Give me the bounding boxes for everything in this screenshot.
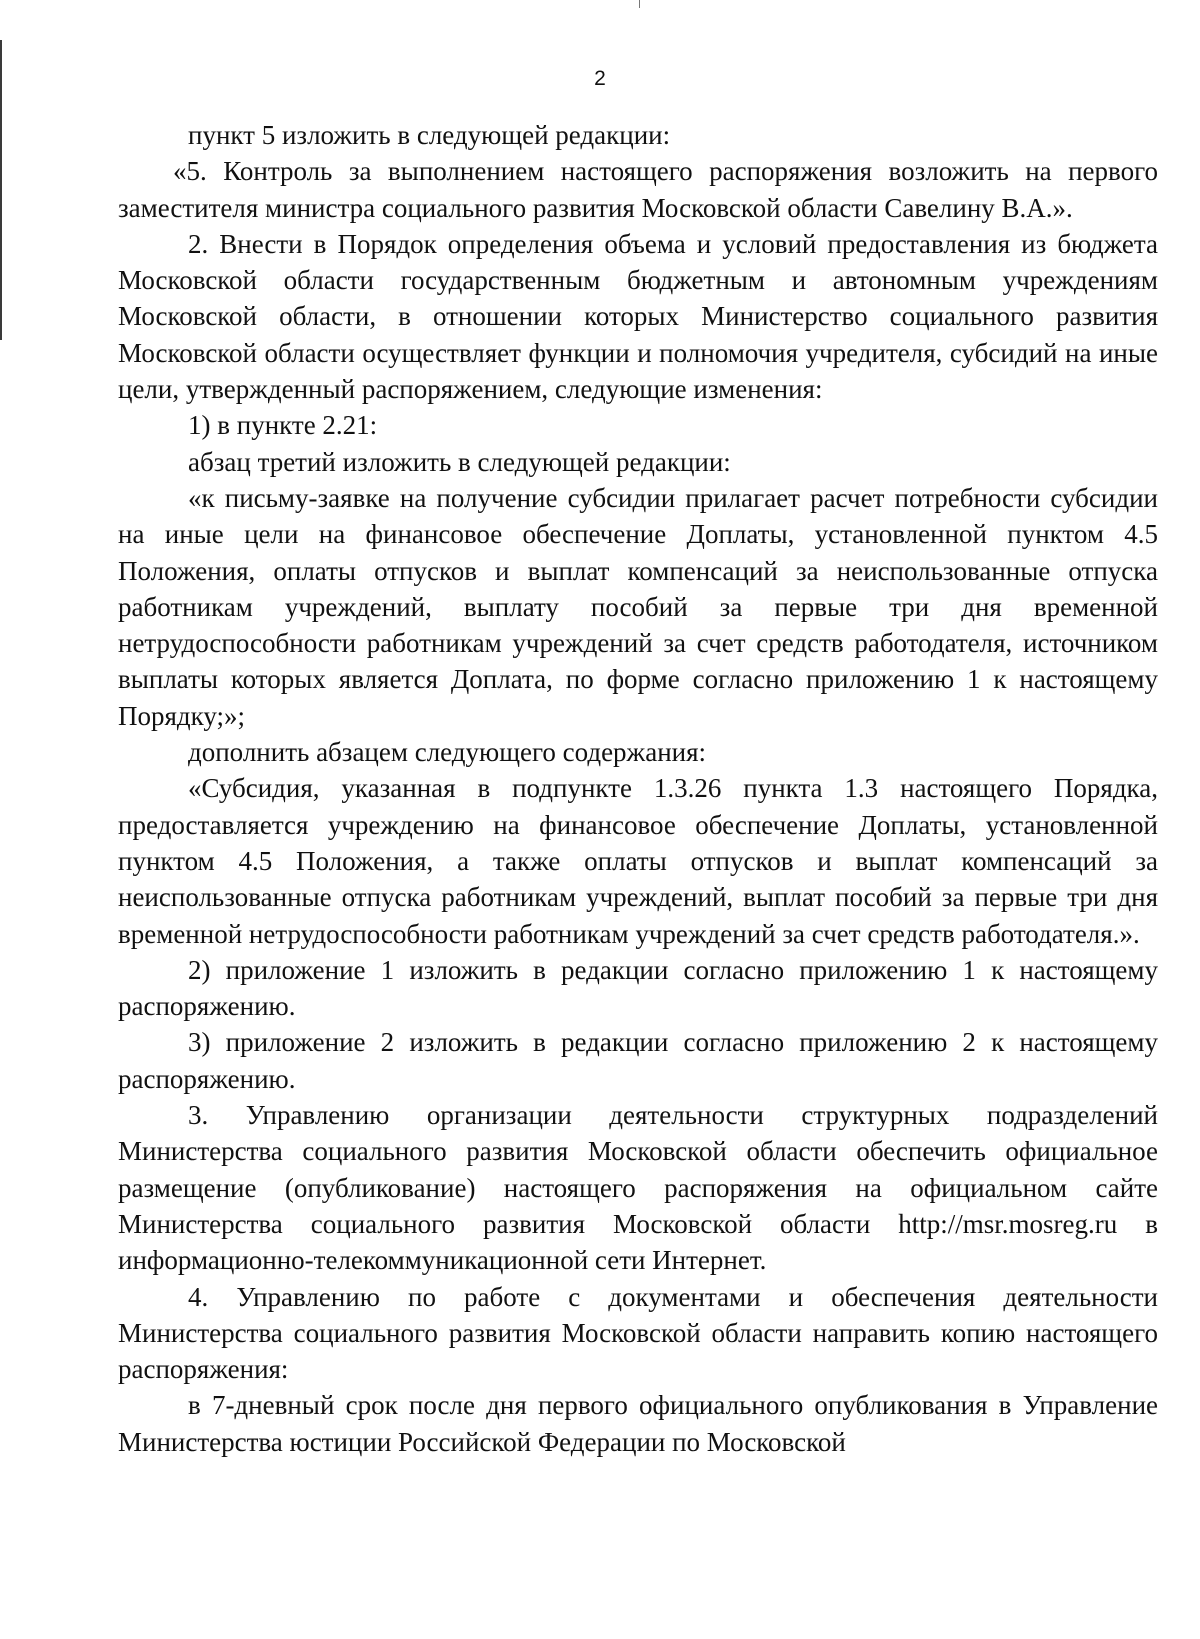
paragraph-supplement-intro: дополнить абзацем следующего содержания:	[188, 737, 707, 768]
paragraph-abzac-text: «к письму-заявке на получение субсидии прилагает расчет потребности субсидии на иные цели на финансовое обеспечение Доплаты, установленной пунктом 4.5 Положения, оплаты отпусков и выплат компенсаций за неиспользованные отпуска работникам учреждений, выплату пособий за первые три дня временной нетрудоспособности работникам учреждений за счет средств работодателя, источником выплаты которых является Доплата, по форме согласно приложению 1 к настоящему Порядку;»;	[118, 482, 1158, 731]
page-number: 2	[594, 67, 606, 90]
paragraph-section-4: 4. Управлению по работе с документами и обеспечения деятельности Министерства социального развития Московской области направить копию настоящего распоряжения:	[118, 1281, 1158, 1385]
paragraph-item-5-intro: пункт 5 изложить в следующей редакции:	[188, 120, 671, 150]
paragraph-section-4-deadline: в 7-дневный срок после дня первого официального опубликования в Управление Министерства юстиции Российской Федерации по Московской	[118, 1390, 1158, 1457]
paragraph-subitem-2: 2) приложение 1 изложить в редакции согласно приложению 1 к настоящему распоряжению.	[118, 954, 1158, 1022]
paragraph-section-2: 2. Внести в Порядок определения объема и условий предоставления из бюджета Московской области государственным бюджетным и автономным учреждениям Московской области, в отношении которых Министерство социального развития Московской области осуществляет функции и полномочия учредителя, субсидий на иные цели, утвержденный распоряжением, следующие изменения:	[118, 228, 1158, 405]
paragraph-subitem-1: 1) в пункте 2.21:	[188, 410, 378, 441]
paragraph-subitem-3: 3) приложение 2 изложить в редакции согласно приложению 2 к настоящему распоряжению.	[118, 1027, 1158, 1094]
paragraph-supplement-text: «Субсидия, указанная в подпункте 1.3.26 пункта 1.3 настоящего Порядка, предоставляется учреждению на финансовое обеспечение Доплаты, установленной пунктом 4.5 Положения, а также оплаты отпусков и выплат компенсаций за неиспользованные отпуска работникам учреждений, выплат пособий за первые три дня временной нетрудоспособности работникам учреждений за счет средств работодателя.».	[118, 773, 1158, 949]
paragraph-abzac-intro: абзац третий изложить в следующей редакции:	[188, 446, 731, 477]
scan-top-mark	[639, 0, 640, 8]
document-body	[118, 117, 1158, 1460]
paragraph-section-3: 3. Управлению организации деятельности структурных подразделений Министерства социального развития Московской области обеспечить официальное размещение (опубликование) настоящего распоряжения на официальном сайте Министерства социального развития Московской области http://msr.mosreg.ru в информационно-телекоммуникационной сети Интернет.	[118, 1100, 1158, 1276]
paragraph-item-5-text: «5. Контроль за выполнением настоящего распоряжения возложить на первого заместителя министра социального развития Московской области Савелину В.А.».	[118, 156, 1158, 223]
